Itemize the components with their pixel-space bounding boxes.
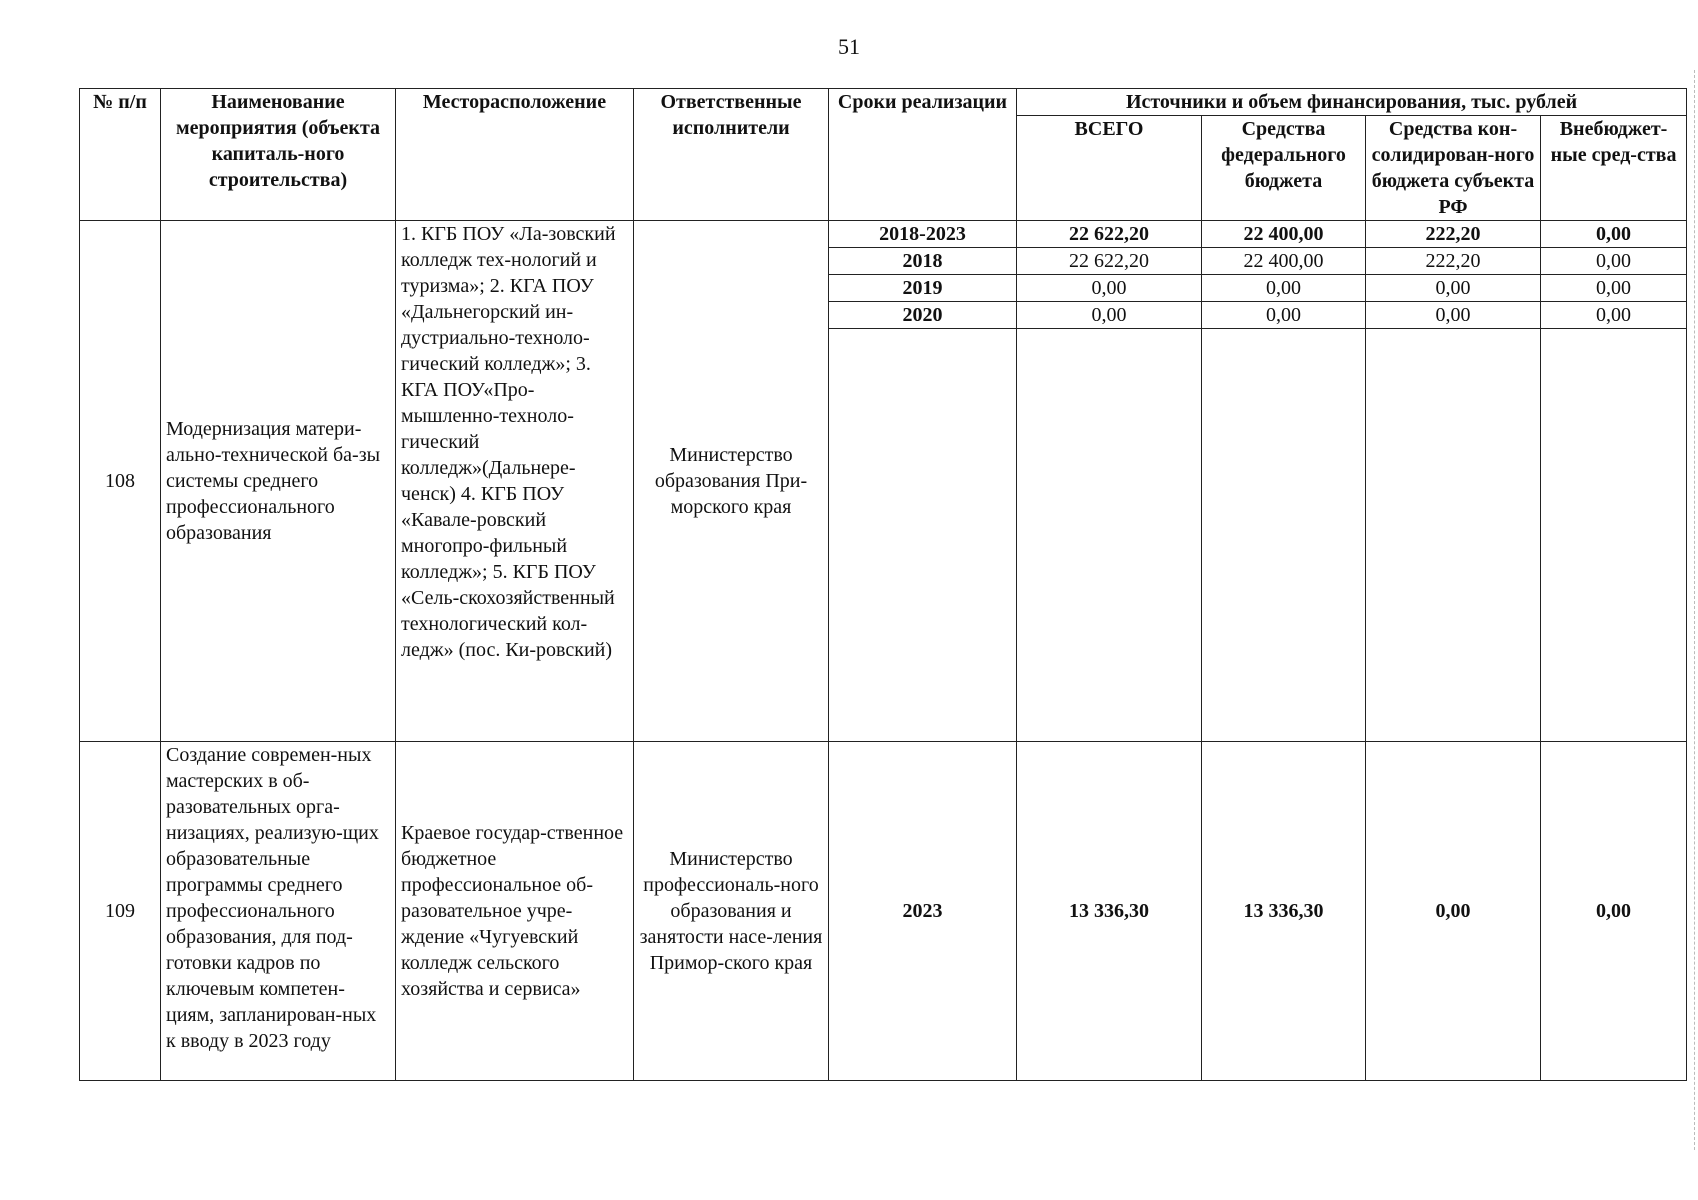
header-funding: Источники и объем финансирования, тыс. рублей xyxy=(1017,89,1687,116)
total-cell: 22 622,20 xyxy=(1017,221,1202,248)
federal-cell: 22 400,00 xyxy=(1202,221,1366,248)
header-responsible: Ответственные исполнители xyxy=(634,89,829,221)
event-responsible: Министерство профессиональ-ного образования и занятости насе-ления Примор-ского края xyxy=(634,742,829,1081)
header-location: Месторасположение xyxy=(396,89,634,221)
scan-edge-marks xyxy=(1690,70,1695,1150)
header-regional: Средства кон-солидирован-ного бюджета субъекта РФ xyxy=(1366,116,1541,221)
period-cell: 2018-2023 xyxy=(829,221,1017,248)
total-cell: 13 336,30 xyxy=(1017,742,1202,1081)
header-num: № п/п xyxy=(80,89,161,221)
total-cell: 0,00 xyxy=(1017,275,1202,302)
empty-cell xyxy=(1366,329,1541,742)
period-cell: 2018 xyxy=(829,248,1017,275)
header-extra: Внебюджет-ные сред-ства xyxy=(1541,116,1687,221)
regional-cell: 0,00 xyxy=(1366,275,1541,302)
event-name: Создание современ-ных мастерских в об-разовательных орга-низациях, реализую-щих образовательные программы среднего профессионального образования, для под-готовки кадров по ключевым компетен-циям, запланирован-ных к вводу в 2023 году xyxy=(161,742,396,1081)
extra-cell: 0,00 xyxy=(1541,275,1687,302)
table-row xyxy=(80,742,1687,1081)
period-cell: 2019 xyxy=(829,275,1017,302)
period-cell: 2020 xyxy=(829,302,1017,329)
extra-cell: 0,00 xyxy=(1541,742,1687,1081)
federal-cell: 22 400,00 xyxy=(1202,248,1366,275)
extra-cell: 0,00 xyxy=(1541,221,1687,248)
regional-cell: 0,00 xyxy=(1366,302,1541,329)
header-federal: Средства федерального бюджета xyxy=(1202,116,1366,221)
federal-cell: 0,00 xyxy=(1202,302,1366,329)
empty-cell xyxy=(1202,329,1366,742)
event-location: Краевое государ-ственное бюджетное профессиональное об-разовательное учре-ждение «Чугуевский колледж сельского хозяйства и сервиса» xyxy=(396,742,634,1081)
table-row xyxy=(80,221,1687,248)
total-cell: 22 622,20 xyxy=(1017,248,1202,275)
financing-table xyxy=(79,88,1687,1081)
header-row-1 xyxy=(80,89,1687,116)
header-period: Сроки реализации xyxy=(829,89,1017,221)
total-cell: 0,00 xyxy=(1017,302,1202,329)
regional-cell: 222,20 xyxy=(1366,221,1541,248)
header-total: ВСЕГО xyxy=(1017,116,1202,221)
regional-cell: 222,20 xyxy=(1366,248,1541,275)
regional-cell: 0,00 xyxy=(1366,742,1541,1081)
period-cell: 2023 xyxy=(829,742,1017,1081)
extra-cell: 0,00 xyxy=(1541,302,1687,329)
row-number: 108 xyxy=(80,221,161,742)
event-location: 1. КГБ ПОУ «Ла-зовский колледж тех-нологий и туризма»; 2. КГА ПОУ «Дальнегорский ин-дустриально-техноло-гический колледж»; 3. КГА ПОУ«Про-мышленно-техноло-гический колледж»(Дальнере-ченск) 4. КГБ ПОУ «Кавале-ровский многопро-фильный колледж»; 5. КГБ ПОУ «Сель-скохозяйственный технологический кол-ледж» (пос. Ки-ровский) xyxy=(396,221,634,742)
event-name: Модернизация матери-ально-технической ба-зы системы среднего профессионального образования xyxy=(161,221,396,742)
federal-cell: 13 336,30 xyxy=(1202,742,1366,1081)
federal-cell: 0,00 xyxy=(1202,275,1366,302)
extra-cell: 0,00 xyxy=(1541,248,1687,275)
row-number: 109 xyxy=(80,742,161,1081)
header-name: Наименование мероприятия (объекта капиталь-ного строительства) xyxy=(161,89,396,221)
event-responsible: Министерство образования При-морского края xyxy=(634,221,829,742)
empty-cell xyxy=(829,329,1017,742)
page-number: 51 xyxy=(838,34,860,59)
empty-cell xyxy=(1541,329,1687,742)
empty-cell xyxy=(1017,329,1202,742)
